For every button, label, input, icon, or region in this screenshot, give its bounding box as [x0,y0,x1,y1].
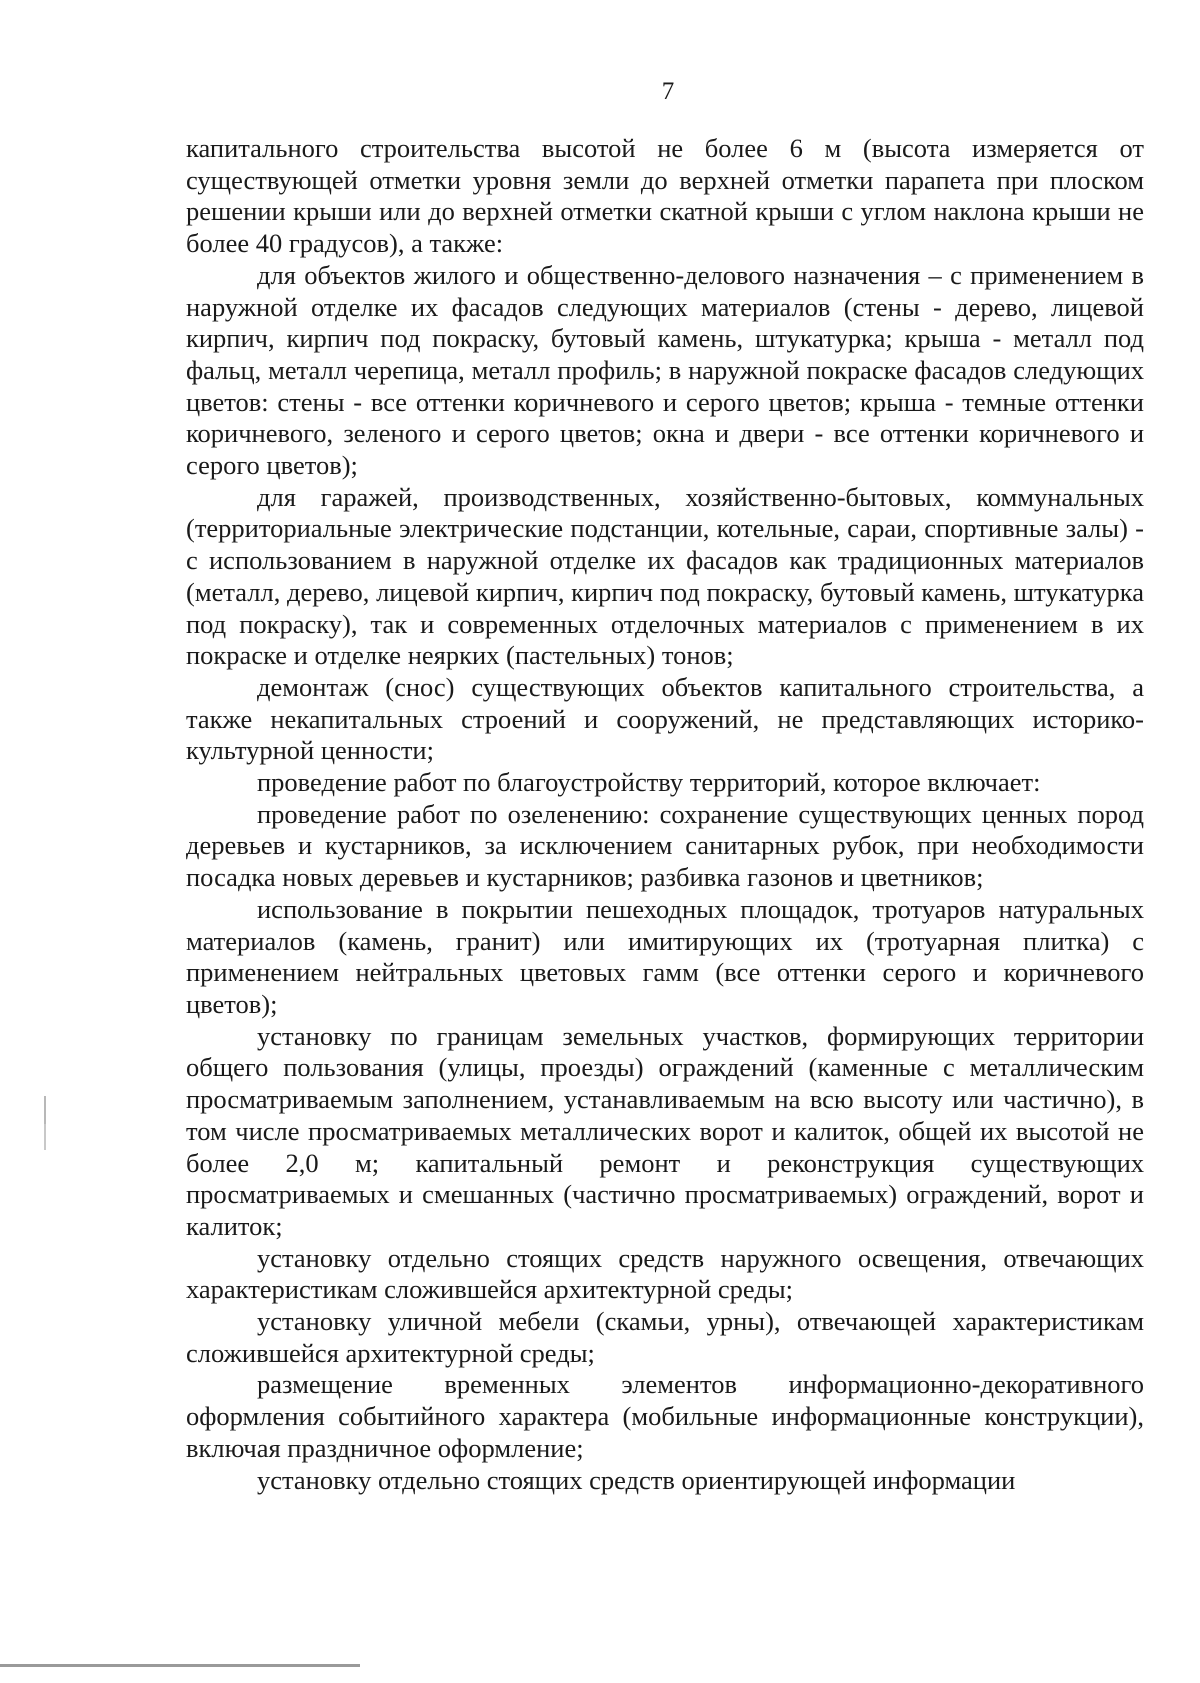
paragraph-continuation: капитального строительства высотой не более 6 м (высота измеряется от существующей отметки уровня земли до верхней отметки парапета при плоском решении крыши или до верхней отметки скатной крыши с углом наклона крыши не более 40 градусов), а также: [186,133,1144,259]
scan-artifact-mark [44,1124,46,1150]
paragraph-garages-facades: для гаражей, производственных, хозяйственно-бытовых, коммунальных (территориальные электрические подстанции, котельные, сараи, спортивные залы) - с использованием в наружной отделке их фасадов как традиционных материалов (металл, дерево, лицевой кирпич, кирпич под покраску, бутовый камень, штукатурка под покраску), так и современных отделочных материалов с применением в их покраске и отделке неярких (пастельных) тонов; [186,481,1144,671]
paragraph-demolition: демонтаж (снос) существующих объектов капитального строительства, а также некапитальных строений и сооружений, не представляющих историко-культурной ценности; [186,671,1144,766]
paragraph-temporary-decor: размещение временных элементов информационно-декоративного оформления событийного характера (мобильные информационные конструкции), включая праздничное оформление; [186,1369,1144,1463]
paragraph-street-furniture: установку уличной мебели (скамьи, урны), отвечающей характеристикам сложившейся архитектурной среды; [186,1306,1144,1368]
paragraph-lighting: установку отдельно стоящих средств наружного освещения, отвечающих характеристикам сложившейся архитектурной среды; [186,1242,1144,1305]
paragraph-wayfinding: установку отдельно стоящих средств ориентирующей информации [257,1464,1016,1495]
paragraph-landscaping-intro: проведение работ по благоустройству территорий, которое включает: [257,767,1041,798]
document-body [186,133,1144,1496]
paragraph-paving: использование в покрытии пешеходных площадок, тротуаров натуральных материалов (камень, гранит) или имитирующих их (тротуарная плитка) с применением нейтральных цветовых гамм (все оттенки серого и коричневого цветов); [186,893,1144,1019]
paragraph-residential-facades: для объектов жилого и общественно-делового назначения – с применением в наружной отделке их фасадов следующих материалов (стены - дерево, лицевой кирпич, кирпич под покраску, бутовый камень, штукатурка; крыша - металл под фальц, металл черепица, металл профиль; в наружной покраске фасадов следующих цветов: стены - все оттенки коричневого и серого цветов; крыша - темные оттенки коричневого, зеленого и серого цветов; окна и двери - все оттенки коричневого и серого цветов); [186,259,1144,481]
paragraph-fences: установку по границам земельных участков, формирующих территории общего пользования (улицы, проезды) ограждений (каменные с металлическим просматриваемым заполнением, устанавливаемым на всю высоту или частично), в том числе просматриваемых металлических ворот и калиток, общей их высотой не более 2,0 м; капитальный ремонт и реконструкция существующих просматриваемых и смешанных (частично просматриваемых) ограждений, ворот и калиток; [186,1020,1144,1241]
page-number: 7 [661,78,675,105]
scan-artifact-rule [0,1664,360,1667]
paragraph-greening: проведение работ по озеленению: сохранение существующих ценных пород деревьев и кустарников, за исключением санитарных рубок, при необходимости посадка новых деревьев и кустарников; разбивка газонов и цветников; [186,798,1144,893]
